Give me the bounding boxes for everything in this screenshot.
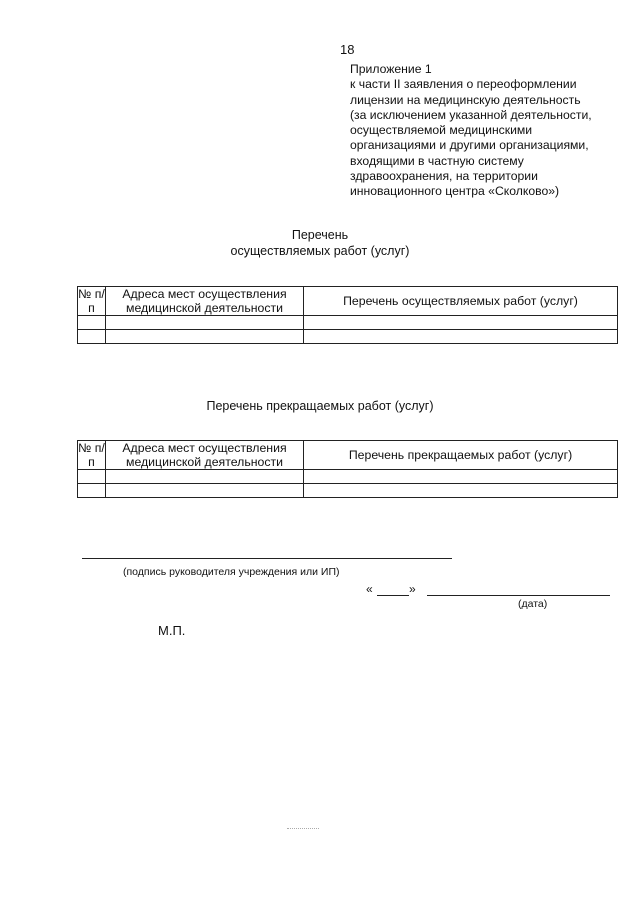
column-header-number: № п/п — [78, 287, 105, 315]
section1-title-line2: осуществляемых работ (услуг) — [230, 244, 410, 258]
performed-works-table — [77, 286, 618, 344]
appendix-line: к части II заявления о переоформлении — [350, 77, 577, 92]
table-cell[interactable] — [106, 484, 304, 498]
table-row — [78, 470, 618, 484]
date-caption: (дата) — [518, 598, 548, 610]
signature-line[interactable] — [82, 558, 452, 559]
table-cell[interactable] — [78, 330, 106, 344]
appendix-line: организациями и другими организациями, — [350, 138, 589, 153]
column-header-addresses: Адреса мест осуществления медицинской деятельности — [106, 287, 304, 316]
section2-title-line1: Перечень прекращаемых работ (услуг) — [206, 399, 434, 413]
date-day-line[interactable] — [377, 595, 409, 596]
table-row — [78, 330, 618, 344]
stamp-label: М.П. — [158, 623, 186, 638]
appendix-line: лицензии на медицинскую деятельность — [350, 92, 581, 107]
table-row — [78, 316, 618, 330]
page-number: 18 — [340, 42, 355, 57]
table-cell[interactable] — [304, 330, 618, 344]
appendix-line: Приложение 1 — [350, 62, 432, 76]
table-cell[interactable] — [78, 470, 106, 484]
appendix-line: инновационного центра «Сколково») — [350, 184, 560, 199]
scan-artifact — [287, 828, 319, 829]
date-line[interactable] — [427, 595, 610, 596]
date-quote-close: » — [409, 582, 416, 596]
table-cell[interactable] — [78, 316, 106, 330]
section2-title — [0, 398, 640, 414]
table-cell[interactable] — [106, 470, 304, 484]
appendix-line: (за исключением указанной деятельности, — [350, 107, 592, 122]
table-header-row — [78, 287, 618, 316]
appendix-header — [350, 62, 630, 200]
table-row — [78, 484, 618, 498]
table-cell[interactable] — [78, 484, 106, 498]
table-cell[interactable] — [304, 484, 618, 498]
signature-caption: (подпись руководителя учреждения или ИП) — [123, 566, 340, 578]
column-header-works: Перечень осуществляемых работ (услуг) — [304, 287, 618, 316]
table-header-row — [78, 441, 618, 470]
terminated-works-table — [77, 440, 618, 498]
table-cell[interactable] — [304, 470, 618, 484]
table-cell[interactable] — [304, 316, 618, 330]
appendix-line: осуществляемой медицинскими — [350, 123, 533, 138]
date-quote-open: « — [366, 582, 373, 596]
column-header-addresses: Адреса мест осуществления медицинской деятельности — [106, 441, 304, 470]
table-cell[interactable] — [106, 330, 304, 344]
appendix-line: здравоохранения, на территории — [350, 169, 538, 184]
column-header-number: № п/п — [78, 441, 105, 469]
table-cell[interactable] — [106, 316, 304, 330]
section1-title — [0, 227, 640, 259]
appendix-line: входящими в частную систему — [350, 153, 524, 168]
column-header-works: Перечень прекращаемых работ (услуг) — [304, 441, 618, 470]
section1-title-line1: Перечень — [291, 228, 349, 242]
